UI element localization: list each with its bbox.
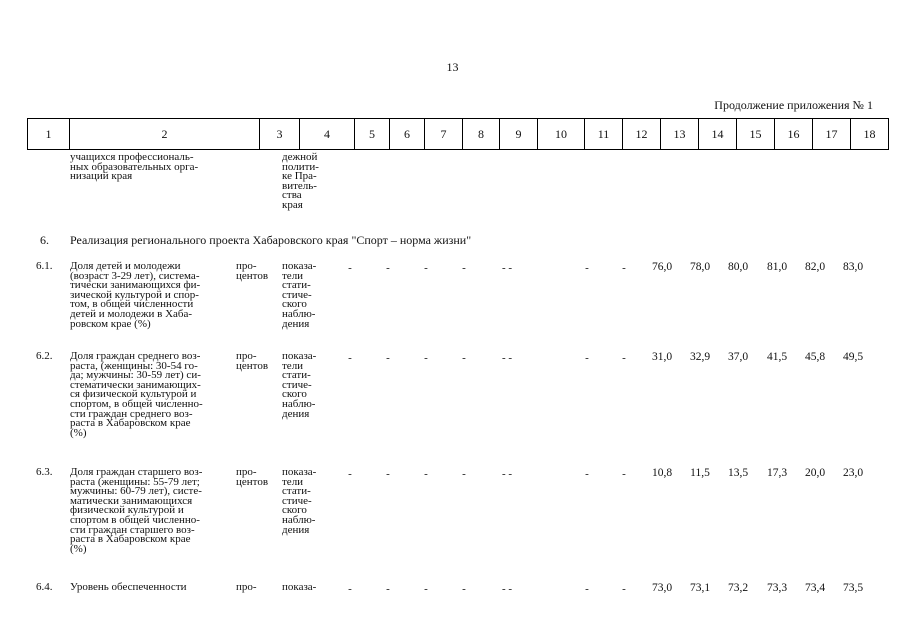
row-description: Доля граждан среднего воз- раста, (женщины: 30-54 го- да; мужчины: 30-59 лет) си- стематически занимающих- ся физической культурой и спортом, в общей численно- сти граждан среднего воз- раста в Хабаровском крае (%) [70, 350, 203, 439]
empty-cell-dash: - [386, 262, 390, 274]
empty-cell-dash: - [585, 352, 589, 364]
empty-cell-dash: - [386, 583, 390, 595]
column-header: 4 [299, 119, 354, 149]
column-header: 18 [850, 119, 888, 149]
column-header: 3 [259, 119, 299, 149]
empty-cell-dash: - [585, 583, 589, 595]
column-header: 1 [45, 127, 52, 141]
row-value: 17,3 [766, 467, 788, 479]
row-number: 6.4. [36, 581, 53, 593]
empty-cell-dash: - [348, 468, 352, 480]
row-description: Уровень обеспеченности [70, 581, 187, 593]
row-value: 73,4 [804, 582, 826, 594]
row-value: 76,0 [651, 261, 673, 273]
empty-cell-dash: - [622, 468, 626, 480]
column-header: 2 [69, 119, 259, 149]
column-header: 12 [622, 119, 660, 149]
row-source: показа- тели стати- стиче- ского наблю- дения [282, 260, 317, 330]
column-header: 15 [736, 119, 774, 149]
row-value: 20,0 [804, 467, 826, 479]
row-unit: про- [236, 581, 257, 593]
column-header: 7 [424, 119, 462, 149]
row-value: 82,0 [804, 261, 826, 273]
column-header: 11 [584, 119, 622, 149]
column-header: 16 [774, 119, 812, 149]
row-value: 11,5 [690, 467, 710, 479]
column-header: 10 [537, 119, 584, 149]
row-value: 73,1 [689, 582, 711, 594]
row-value: 73,3 [766, 582, 788, 594]
empty-cell-dash: - [622, 583, 626, 595]
row-number: 6.3. [36, 466, 53, 478]
column-header: 6 [389, 119, 424, 149]
empty-cell-dash: - [424, 583, 428, 595]
empty-cell-dash: - [424, 262, 428, 274]
row-unit: про- центов [236, 466, 269, 488]
empty-cell-dash: - [462, 583, 466, 595]
empty-cell-dash: - [462, 352, 466, 364]
continuation-note: Продолжение приложения № 1 [714, 98, 873, 112]
row-value: 73,0 [651, 582, 673, 594]
row-source: показа- [282, 581, 317, 593]
column-header: 17 [812, 119, 850, 149]
row-value: 45,8 [804, 351, 826, 363]
empty-cell-dash: - - [501, 468, 513, 480]
row-value: 37,0 [727, 351, 749, 363]
empty-cell-dash: - [348, 352, 352, 364]
empty-cell-dash: - [585, 262, 589, 274]
empty-cell-dash: - [424, 352, 428, 364]
row-source: показа- тели стати- стиче- ского наблю- дения [282, 350, 317, 420]
empty-cell-dash: - [386, 352, 390, 364]
empty-cell-dash: - - [501, 352, 513, 364]
empty-cell-dash: - [622, 352, 626, 364]
column-header: 5 [354, 119, 389, 149]
row-value: 23,0 [842, 467, 864, 479]
column-header: 8 [462, 119, 499, 149]
row-value: 80,0 [727, 261, 749, 273]
empty-cell-dash: - [348, 583, 352, 595]
row-number: 6.1. [36, 260, 53, 272]
empty-cell-dash: - [424, 468, 428, 480]
row-value: 32,9 [689, 351, 711, 363]
row-value: 49,5 [842, 351, 864, 363]
row-unit: про- центов [236, 350, 269, 372]
row-value: 83,0 [842, 261, 864, 273]
table-header [27, 118, 889, 150]
empty-cell-dash: - [585, 468, 589, 480]
empty-cell-dash: - [462, 468, 466, 480]
empty-cell-dash: - [622, 262, 626, 274]
row-unit: про- центов [236, 260, 269, 282]
row-value: 73,2 [727, 582, 749, 594]
section-title: Реализация регионального проекта Хабаровского края "Спорт – норма жизни" [70, 233, 472, 247]
empty-cell-dash: - [348, 262, 352, 274]
empty-cell-dash: - - [501, 262, 513, 274]
row-source: показа- тели стати- стиче- ского наблю- дения [282, 466, 317, 536]
column-header: 13 [660, 119, 698, 149]
carry-over-description: учащихся профессиональ- ных образовательных орга- низаций края [70, 151, 199, 183]
row-value: 73,5 [842, 582, 864, 594]
empty-cell-dash: - [386, 468, 390, 480]
page-number: 13 [446, 60, 459, 74]
empty-cell-dash: - - [501, 583, 513, 595]
row-value: 13,5 [727, 467, 749, 479]
carry-over-source: дежной полити- ке Пра- витель- ства края [282, 151, 319, 211]
column-header: 9 [499, 119, 537, 149]
row-value: 41,5 [766, 351, 788, 363]
row-description: Доля граждан старшего воз- раста (женщины: 55-79 лет; мужчины: 60-79 лет), систе- матически занимающихся физической культурой и спортом в общей численно- сти граждан старшего воз- раста в Хабаровском крае (%) [70, 466, 203, 555]
empty-cell-dash: - [462, 262, 466, 274]
section-number: 6. [40, 233, 49, 247]
row-value: 10,8 [651, 467, 673, 479]
row-value: 81,0 [766, 261, 788, 273]
column-header: 14 [698, 119, 736, 149]
row-number: 6.2. [36, 350, 53, 362]
row-value: 31,0 [651, 351, 673, 363]
row-description: Доля детей и молодежи (возраст 3-29 лет), система- тически занимающихся фи- зической культурой и спор- том, в общей численности детей и молодежи в Хаба- ровском крае (%) [70, 260, 201, 330]
row-value: 78,0 [689, 261, 711, 273]
